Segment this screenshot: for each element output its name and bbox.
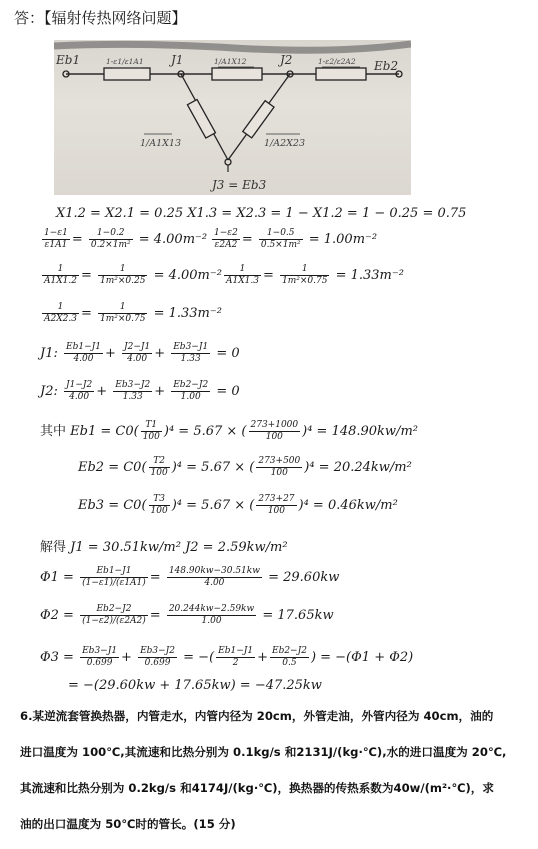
network-diagram-photo: [54, 40, 411, 195]
eb1-equation: 其中 Eb1 = C0( $\frac{T1}{100}$ )⁴ = 5.67 × ( $\frac{273+1000}{100}$ )⁴ = 148.90kw/m²: [40, 420, 418, 442]
phi1-equation: Φ1 = $\frac{Eb1-J1}{(1-\varepsilon 1)/(\varepsilon 1A1)}$ = $\frac{148.90kw-30.51kw}{4.00}$ = 29.60kw: [40, 566, 340, 588]
problem-line-1: 6.某逆流套管换热器，内管走水，内管内径为 20cm，外管走油，外管内径为 40cm，油的: [20, 709, 494, 723]
label-eb1: Eb1: [56, 53, 81, 67]
node-j1-equation: J1: $\frac{Eb1-J1}{4.00}$ + $\frac{J2-J1}{4.00}$ + $\frac{Eb3-J1}{1.33}$ = 0: [40, 342, 240, 364]
problem-line-4: 油的出口温度为 50℃时的管长。(15 分): [20, 817, 236, 831]
label-j3: J3 = Eb3: [212, 178, 267, 192]
node-j2-equation: J2: $\frac{J1-J2}{4.00}$ + $\frac{Eb3-J2}{1.33}$ + $\frac{Eb2-J2}{1.00}$ = 0: [40, 380, 240, 402]
solution-line: 解得 J1 = 30.51kw/m² J2 = 2.59kw/m²: [40, 540, 288, 555]
label-j1: J1: [171, 53, 184, 67]
eb2-equation: Eb2 = C0( $\frac{T2}{100}$ )⁴ = 5.67 × ( $\frac{273+500}{100}$ )⁴ = 20.24kw/m²: [78, 456, 412, 478]
eb3-equation: Eb3 = C0( $\frac{T3}{100}$ )⁴ = 5.67 × ( $\frac{273+27}{100}$ )⁴ = 0.46kw/m²: [78, 494, 398, 516]
label-j2: J2: [280, 53, 293, 67]
resistance-13-equation: $\frac{1}{A1X1.3}$ = $\frac{1}{\text{1m²×0.75}}$ = 1.33m⁻²: [226, 264, 404, 286]
phi3-equation: Φ3 = $\frac{Eb3-J1}{0.699}$ + $\frac{Eb3-J2}{0.699}$ = −( $\frac{Eb1-J1}{2}$ + $\frac{Eb2-J2}{0.5}$ ) = −(Φ1 + Φ2): [40, 646, 414, 668]
label-r13: 1/A1X13: [140, 138, 182, 149]
resistance-1-equation: $\frac{1-\varepsilon 1}{\varepsilon 1A1}$ = $\frac{1-0.2}{\text{0.2×1m²}}$ = 4.00m⁻²: [44, 228, 208, 250]
resistance-2-equation: $\frac{1-\varepsilon 2}{\varepsilon 2A2}$ = $\frac{1-0.5}{\text{0.5×1m²}}$ = 1.00m⁻²: [214, 228, 378, 250]
label-r1: 1-ε1/ε1A1: [106, 57, 144, 66]
resistance-23-equation: $\frac{1}{A2X2.3}$ = $\frac{1}{\text{1m²×0.75}}$ = 1.33m⁻²: [44, 302, 222, 324]
phi3-result: = −(29.60kw + 17.65kw) = −47.25kw: [68, 678, 322, 693]
jiede-label: 解得: [40, 540, 67, 555]
view-factor-equation: X1.2 = X2.1 = 0.25 X1.3 = X2.3 = 1 − X1.2 = 1 − 0.25 = 0.75: [56, 206, 467, 221]
label-r12: 1/A1X12: [214, 57, 247, 66]
phi2-equation: Φ2 = $\frac{Eb2-J2}{(1-\varepsilon 2)/(\varepsilon 2A2)}$ = $\frac{20.244kw-2.59kw}{1.00}$ = 17.65kw: [40, 604, 334, 626]
problem-line-2: 进口温度为 100℃,其流速和比热分别为 0.1kg/s 和2131J/(kg·℃),水的进口温度为 20℃,: [20, 745, 507, 759]
resistance-12-equation: $\frac{1}{A1X1.2}$ = $\frac{1}{\text{1m²×0.25}}$ = 4.00m⁻²: [44, 264, 222, 286]
label-r23: 1/A2X23: [264, 138, 306, 149]
problem-line-3: 其流速和比热分别为 0.2kg/s 和4174J/(kg·℃)，换热器的传热系数为40w/(m²·℃)，求: [20, 781, 494, 795]
network-diagram-svg: [54, 40, 411, 195]
label-r2: 1-ε2/ε2A2: [318, 57, 356, 66]
qizhong-label: 其中: [40, 424, 67, 439]
answer-header: 答：【辐射传热网络问题】: [14, 9, 187, 27]
label-eb2: Eb2: [374, 59, 399, 73]
